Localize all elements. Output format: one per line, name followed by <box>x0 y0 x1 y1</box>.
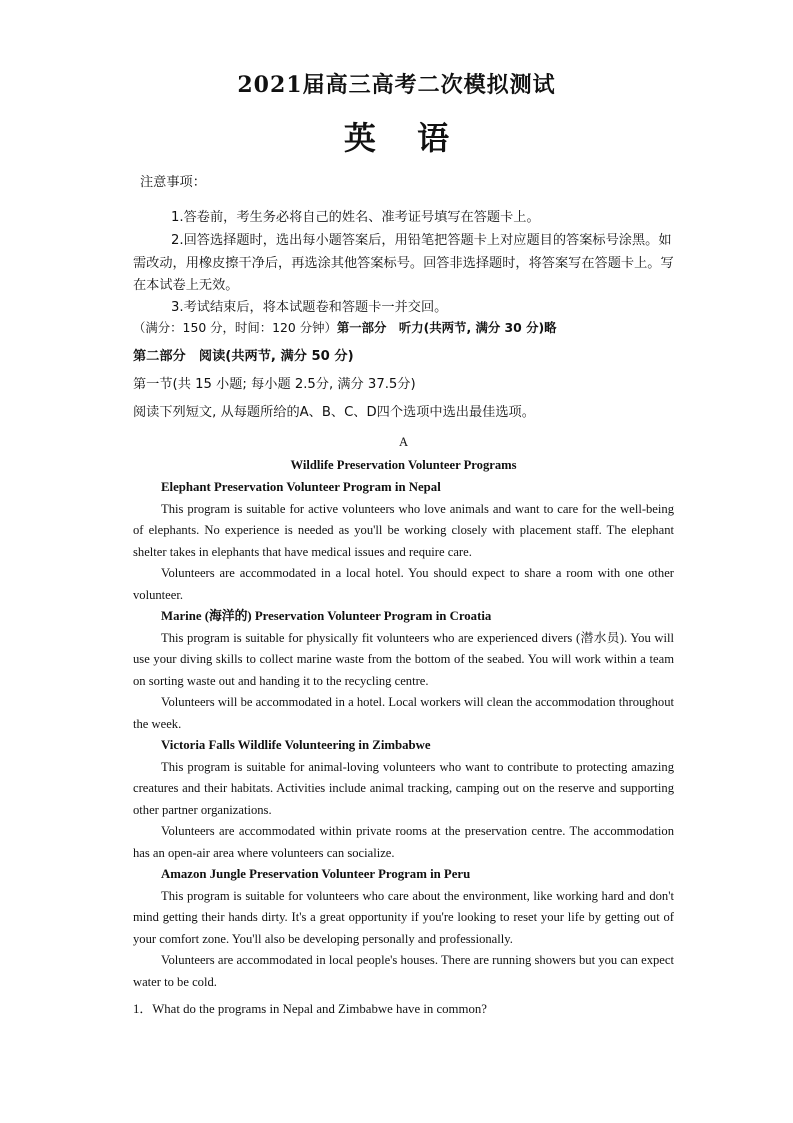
program-zimbabwe-heading: Victoria Falls Wildlife Volunteering in Zimbabwe <box>161 738 431 752</box>
score-time-line <box>133 317 693 339</box>
question-1: 1．What do the programs in Nepal and Zimbabwe have in common? <box>133 1002 487 1016</box>
program-croatia-para-2: Volunteers will be accommodated in a hotel. Local workers will clean the accommodation throughout the week. <box>133 695 674 731</box>
passage-body <box>133 477 674 993</box>
program-peru-para-2: Volunteers are accommodated in local people's houses. There are running showers but you can expect water to be cold. <box>133 953 674 989</box>
exam-subject: 英 语 <box>343 119 450 157</box>
notice-item-2: 2.回答选择题时，选出每小题答案后，用铅笔把答题卡上对应题目的答案标号涂黑。如需改动，用橡皮擦干净后，再选涂其他答案标号。回答非选择题时，将答案写在答题卡上。写在本试卷上无效。 <box>133 233 674 293</box>
part2-instruction: 阅读下列短文, 从每题所给的A、B、C、D四个选项中选出最佳选项。 <box>133 405 535 420</box>
part2-heading: 第二部分 阅读(共两节, 满分 50 分) <box>133 349 354 364</box>
program-croatia-para-1: This program is suitable for physically fit volunteers who are experienced divers (潜水员). You will use your diving skills to collect marine waste from the bottom of the seabed. You will work within a team on sorting waste out and handing it to the recycling centre. <box>133 630 674 688</box>
notice-item-1: 1.答卷前，考生务必将自己的姓名、准考证号填写在答题卡上。 <box>171 210 540 225</box>
program-peru-para-1: This program is suitable for volunteers who care about the environment, like working hard and don't mind getting their hands dirty. It's a great opportunity if you're looking to reset your life by getting out of your comfort zone. You'll also be developing personally and professionally. <box>133 888 674 946</box>
program-nepal-heading: Elephant Preservation Volunteer Program in Nepal <box>161 480 441 494</box>
passage-title: Wildlife Preservation Volunteer Programs <box>290 458 517 472</box>
program-nepal-para-1: This program is suitable for active volunteers who love animals and want to care for the well-being of elephants. No experience is needed as you'll be working closely with placement staff. The elephant shelter takes in elephants that have medical issues and require care. <box>133 501 674 559</box>
part2-section1: 第一节(共 15 小题; 每小题 2.5分, 满分 37.5分) <box>133 377 416 392</box>
score-time: （满分：150 分，时间：120 分钟） <box>133 320 337 335</box>
exam-title: 2021届高三高考二次模拟测试 <box>237 72 556 98</box>
program-peru-heading: Amazon Jungle Preservation Volunteer Program in Peru <box>161 867 471 881</box>
notice-item-3: 3.考试结束后，将本试题卷和答题卡一并交回。 <box>171 300 448 315</box>
passage-letter: A <box>398 435 409 449</box>
program-zimbabwe-para-1: This program is suitable for animal-loving volunteers who want to contribute to protecting amazing creatures and their habitats. Activities include animal tracking, camping out on the reserve and supporting other partner organizations. <box>133 759 674 817</box>
program-croatia-heading: Marine (海洋的) Preservation Volunteer Program in Croatia <box>161 609 492 623</box>
notice-heading: 注意事项： <box>140 175 206 190</box>
part1-heading: 第一部分 听力(共两节, 满分 30 分)略 <box>336 320 557 335</box>
program-zimbabwe-para-2: Volunteers are accommodated within private rooms at the preservation centre. The accommodation has an open-air area where volunteers can socialize. <box>133 824 674 860</box>
program-nepal-para-2: Volunteers are accommodated in a local hotel. You should expect to share a room with one other volunteer. <box>133 566 674 602</box>
